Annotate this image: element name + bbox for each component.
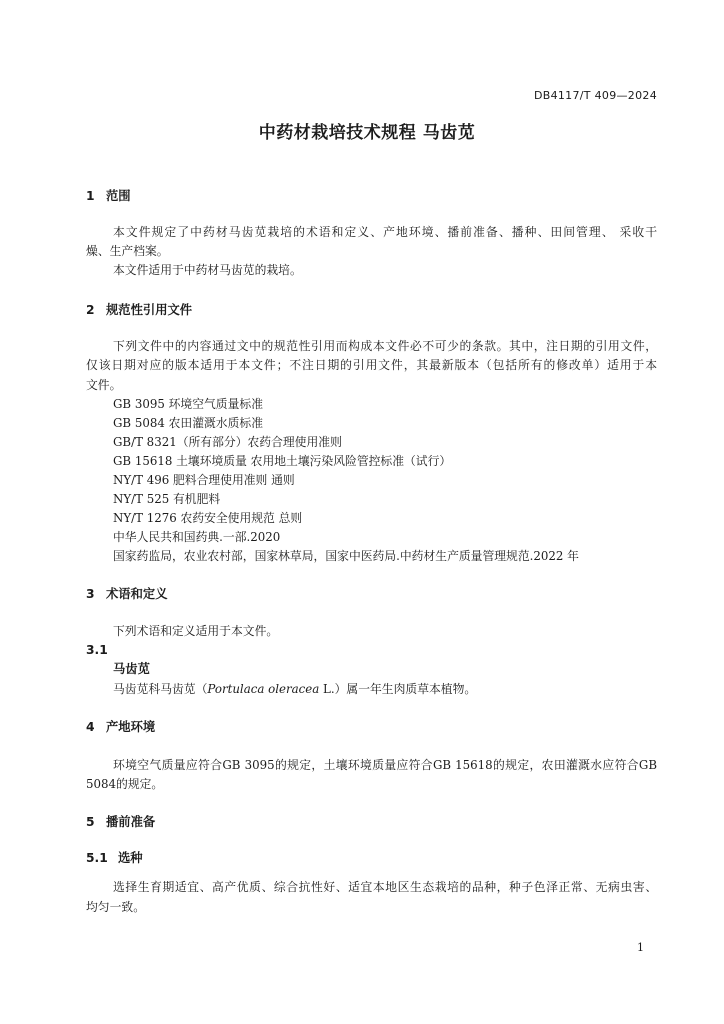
term-number: 3.1: [86, 643, 108, 657]
section-number: 5: [86, 815, 95, 829]
paragraph-line: 燥、生产档案。: [86, 244, 169, 258]
term-definition: [113, 680, 657, 699]
paragraph-line: 环境空气质量应符合GB 3095的规定，土壤环境质量应符合GB 15618的规定，农田灌溉水应符合GB: [113, 758, 657, 772]
section-1-heading: [86, 187, 131, 206]
section-title: 术语和定义: [106, 587, 168, 601]
document-title: 中药材栽培技术规程 马齿苋: [258, 123, 476, 143]
paragraph-line: 选择生育期适宜、高产优质、综合抗性好、适宜本地区生态栽培的品种，种子色泽正常、无病虫害、: [113, 880, 657, 894]
section-5-heading: [86, 813, 155, 832]
paragraph-line: 下列文件中的内容通过文中的规范性引用而构成本文件必不可少的条款。其中，注日期的引用文件，: [113, 339, 657, 353]
term-name: 马齿苋: [113, 662, 150, 676]
section-title: 产地环境: [106, 720, 156, 734]
reference-item: 中华人民共和国药典.一部.2020: [113, 530, 281, 544]
section-number: 4: [86, 720, 95, 734]
reference-item: GB 5084 农田灌溉水质标准: [113, 416, 263, 430]
paragraph-line: 本文件适用于中药材马齿苋的栽培。: [113, 263, 302, 277]
section-2-heading: [86, 301, 192, 320]
paragraph-line: 均匀一致。: [86, 900, 145, 914]
section-title: 范围: [106, 189, 131, 203]
document-code: DB4117/T 409—2024: [533, 89, 657, 102]
paragraph-line: 5084的规定。: [86, 777, 164, 791]
definition-text: L.）属一年生肉质草本植物。: [319, 682, 477, 696]
section-number: 1: [86, 189, 95, 203]
subsection-title: 选种: [118, 851, 143, 865]
reference-item: GB 3095 环境空气质量标准: [113, 397, 263, 411]
subsection-5-1-heading: [86, 849, 143, 868]
paragraph-line: 仅该日期对应的版本适用于本文件；不注日期的引用文件，其最新版本（包括所有的修改单）适用于本: [86, 358, 657, 372]
section-3-heading: [86, 585, 168, 604]
reference-item: NY/T 1276 农药安全使用规范 总则: [113, 511, 303, 525]
latin-name: Portulaca oleracea: [207, 682, 320, 696]
section-number: 3: [86, 587, 95, 601]
section-title: 播前准备: [106, 815, 156, 829]
page-number: 1: [637, 941, 644, 954]
subsection-number: 5.1: [86, 851, 108, 865]
definition-text: 马齿苋科马齿苋（: [113, 682, 208, 696]
section-4-heading: [86, 718, 155, 737]
reference-item: GB/T 8321（所有部分）农药合理使用准则: [113, 435, 342, 449]
paragraph-line: 下列术语和定义适用于本文件。: [113, 624, 279, 638]
reference-item: NY/T 496 肥料合理使用准则 通则: [113, 473, 295, 487]
paragraph-line: 文件。: [86, 378, 122, 392]
reference-item: NY/T 525 有机肥料: [113, 492, 221, 506]
reference-item: 国家药监局，农业农村部，国家林草局，国家中医药局.中药材生产质量管理规范.2022 年: [113, 549, 579, 563]
section-number: 2: [86, 303, 95, 317]
section-title: 规范性引用文件: [106, 303, 193, 317]
reference-item: GB 15618 土壤环境质量 农用地土壤污染风险管控标准（试行）: [113, 454, 452, 468]
paragraph-line: 本文件规定了中药材马齿苋栽培的术语和定义、产地环境、播前准备、播种、田间管理、 采收干: [113, 225, 657, 239]
